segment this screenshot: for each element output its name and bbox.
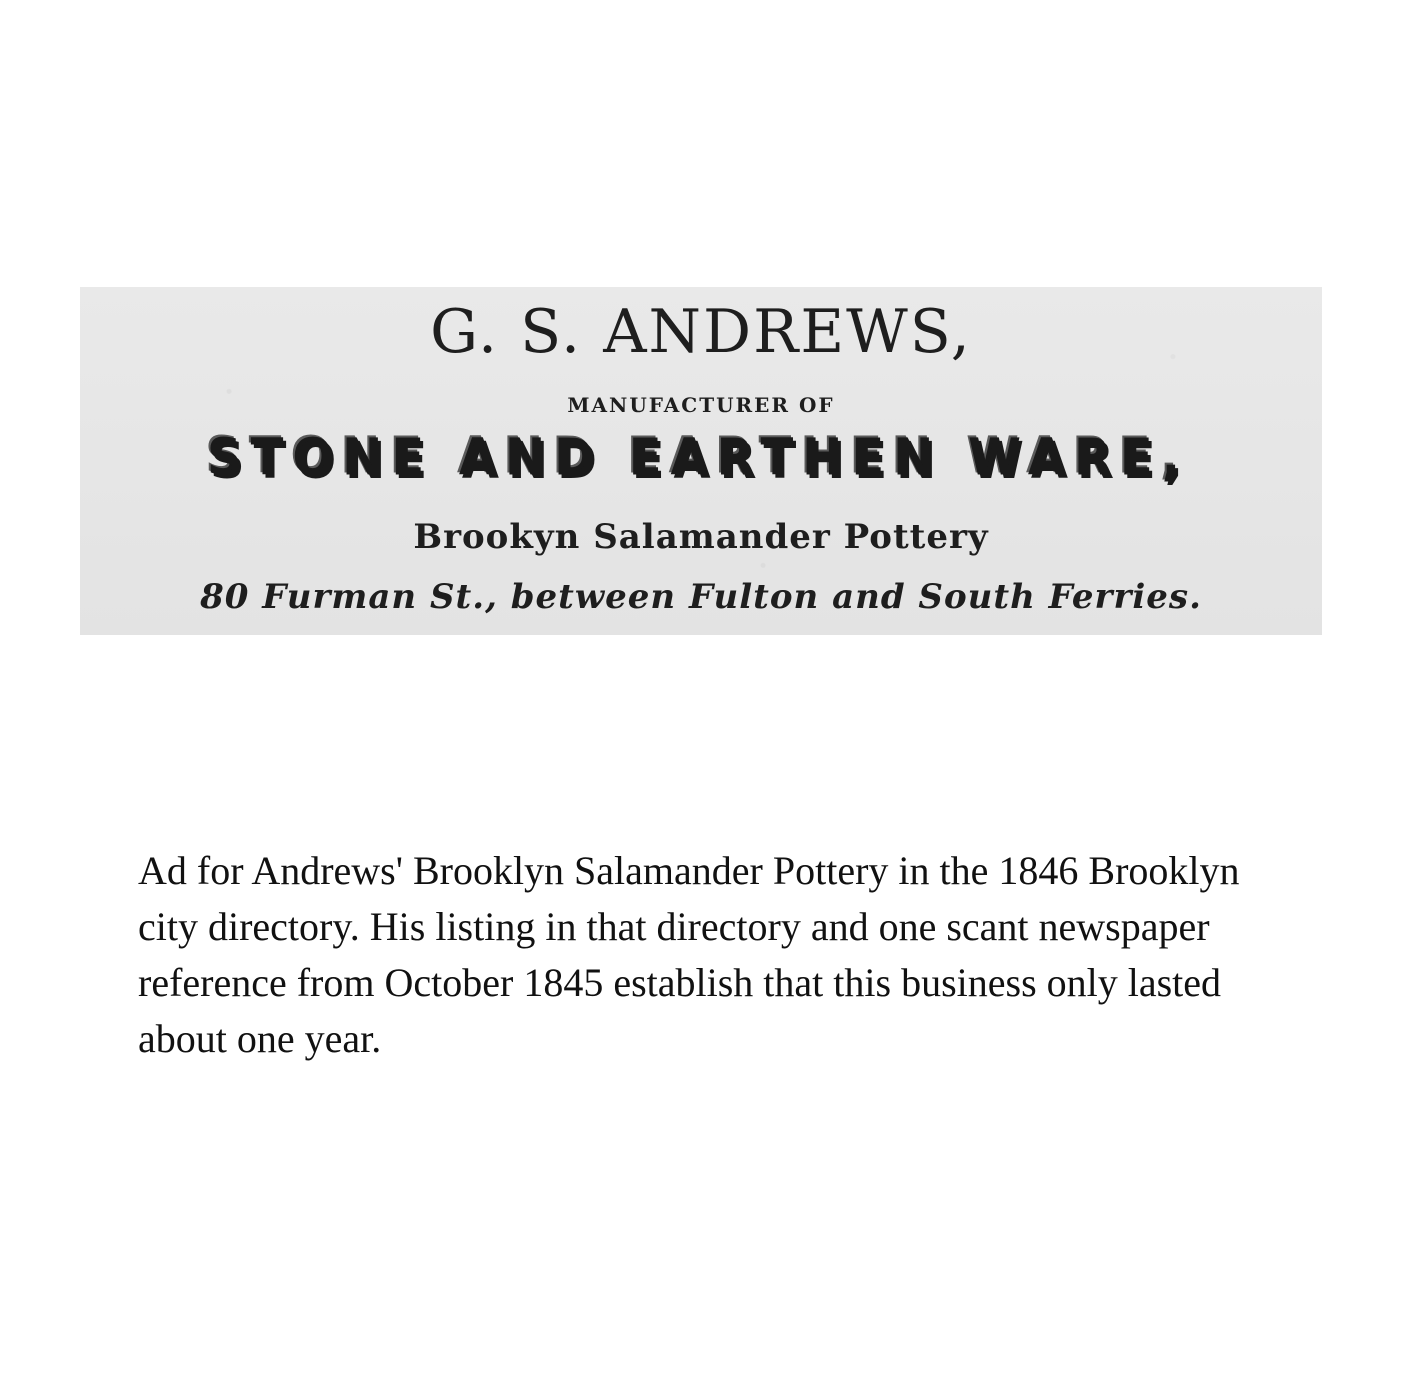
- ad-subhead: MANUFACTURER OF: [567, 393, 835, 417]
- ad-address: 80 Furman St., between Fulton and South Ferries.: [200, 577, 1202, 617]
- advertisement-clipping: [80, 287, 1322, 635]
- image-caption: Ad for Andrews' Brooklyn Salamander Pottery in the 1846 Brooklyn city directory. His listing in that directory and one scant newspaper reference from October 1845 establish that this business only lasted about one year.: [138, 848, 1240, 1061]
- ad-headline: STONE AND EARTHEN WARE,: [210, 431, 1192, 491]
- ad-business-name: G. S. ANDREWS,: [430, 297, 972, 367]
- ad-pottery-name: Brookyn Salamander Pottery: [413, 517, 989, 557]
